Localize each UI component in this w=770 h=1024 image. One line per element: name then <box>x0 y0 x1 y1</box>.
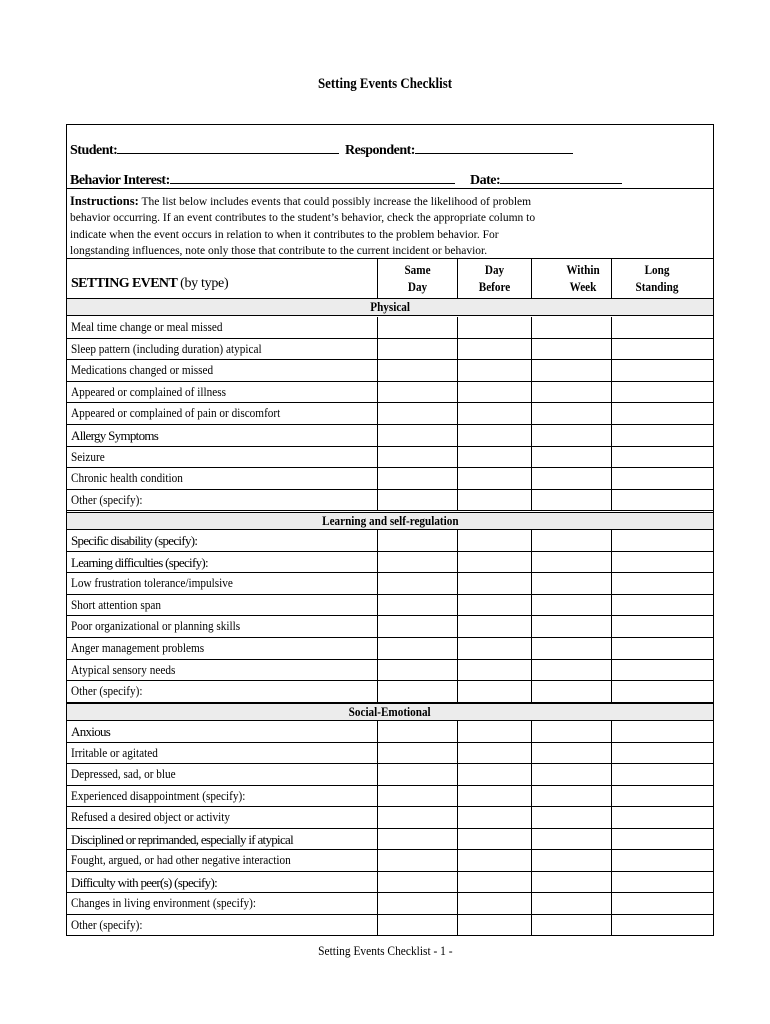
section-title: Social-Emotional <box>349 704 431 719</box>
section-title: Physical <box>370 299 410 314</box>
setting-event-label: SETTING EVENT <box>71 276 178 291</box>
checklist-row <box>67 829 713 851</box>
day-before-checkbox[interactable] <box>457 638 531 659</box>
checklist-row <box>67 915 713 937</box>
long-standing-checkbox[interactable] <box>611 638 713 659</box>
col-within-week-line2: Week <box>569 279 597 294</box>
day-before-checkbox[interactable] <box>457 915 531 936</box>
long-standing-checkbox[interactable] <box>611 786 713 807</box>
checklist-row <box>67 360 713 382</box>
long-standing-checkbox[interactable] <box>611 360 713 381</box>
day-before-checkbox[interactable] <box>457 595 531 616</box>
checklist-row <box>67 552 713 574</box>
long-standing-checkbox[interactable] <box>611 573 713 594</box>
day-before-checkbox[interactable] <box>457 490 531 511</box>
day-before-checkbox[interactable] <box>457 468 531 489</box>
long-standing-checkbox[interactable] <box>611 382 713 403</box>
within-week-checkbox[interactable] <box>531 743 611 764</box>
respondent-label: Respondent: <box>345 143 415 158</box>
within-week-checkbox[interactable] <box>531 468 611 489</box>
col-long-standing <box>618 261 695 295</box>
row-label: Learning difficulties (specify): <box>71 554 208 570</box>
row-label: Experienced disappointment (specify): <box>71 788 246 803</box>
row-label: Low frustration tolerance/impulsive <box>71 576 233 591</box>
within-week-checkbox[interactable] <box>531 360 611 381</box>
same-day-checkbox[interactable] <box>377 382 457 403</box>
same-day-checkbox[interactable] <box>377 721 457 742</box>
checklist-row <box>67 872 713 894</box>
checklist-row <box>67 638 713 660</box>
day-before-checkbox[interactable] <box>457 447 531 468</box>
col-long-standing-line1: Long <box>644 262 670 277</box>
date-label: Date: <box>470 173 501 188</box>
long-standing-checkbox[interactable] <box>611 915 713 936</box>
row-label: Fought, argued, or had other negative interaction <box>71 853 291 867</box>
long-standing-checkbox[interactable] <box>611 468 713 489</box>
student-label: Student: <box>70 143 118 158</box>
row-label: Specific disability (specify): <box>71 533 198 548</box>
day-before-checkbox[interactable] <box>457 530 531 551</box>
row-label: Appeared or complained of pain or discomfort <box>71 406 281 421</box>
long-standing-checkbox[interactable] <box>611 552 713 573</box>
same-day-checkbox[interactable] <box>377 468 457 489</box>
col-day-before-line1: Day <box>484 262 505 277</box>
same-day-checkbox[interactable] <box>377 447 457 468</box>
student-input-line[interactable] <box>117 139 339 154</box>
within-week-checkbox[interactable] <box>531 425 611 446</box>
checklist-row <box>67 468 713 490</box>
day-before-checkbox[interactable] <box>457 339 531 360</box>
date-input-line[interactable] <box>500 169 622 184</box>
within-week-checkbox[interactable] <box>531 382 611 403</box>
same-day-checkbox[interactable] <box>377 807 457 828</box>
row-label: Other (specify): <box>71 684 143 699</box>
within-week-checkbox[interactable] <box>531 681 611 702</box>
instructions-text: The list below includes events that could possibly increase the likelihood of problem behavior occurring. If an event contributes to the student’s behavior, check the appropriate column to indicate when the event occurs in relation to when it contributes to the problem behavior. For longstanding influences, note only those that contribute to the current incident or behavior. <box>70 196 536 257</box>
within-week-checkbox[interactable] <box>531 490 611 511</box>
header-divider <box>67 188 713 189</box>
within-week-checkbox[interactable] <box>531 660 611 681</box>
long-standing-checkbox[interactable] <box>611 425 713 446</box>
footer-text: Setting Events Checklist - 1 - <box>317 943 453 958</box>
checklist-row <box>67 490 713 512</box>
day-before-checkbox[interactable] <box>457 660 531 681</box>
checklist-row <box>67 595 713 617</box>
col-day-before <box>463 261 526 295</box>
row-label: Chronic health condition <box>71 471 183 486</box>
behavior-input-line[interactable] <box>170 169 455 184</box>
within-week-checkbox[interactable] <box>531 829 611 850</box>
checklist-row <box>67 807 713 829</box>
same-day-checkbox[interactable] <box>377 552 457 573</box>
same-day-checkbox[interactable] <box>377 360 457 381</box>
row-label: Depressed, sad, or blue <box>71 767 176 781</box>
section-header-learning-and-self-regulation <box>67 512 713 530</box>
document-title: Setting Events Checklist <box>317 76 453 92</box>
day-before-checkbox[interactable] <box>457 317 531 338</box>
within-week-checkbox[interactable] <box>531 786 611 807</box>
long-standing-checkbox[interactable] <box>611 807 713 828</box>
day-before-checkbox[interactable] <box>457 829 531 850</box>
checklist-row <box>67 573 713 595</box>
day-before-checkbox[interactable] <box>457 403 531 424</box>
checklist-row <box>67 681 713 703</box>
within-week-checkbox[interactable] <box>531 915 611 936</box>
instructions <box>70 193 550 259</box>
same-day-checkbox[interactable] <box>377 490 457 511</box>
same-day-checkbox[interactable] <box>377 660 457 681</box>
day-before-checkbox[interactable] <box>457 850 531 871</box>
checklist-row <box>67 764 713 786</box>
day-before-checkbox[interactable] <box>457 360 531 381</box>
same-day-checkbox[interactable] <box>377 786 457 807</box>
row-label: Medications changed or missed <box>71 363 214 378</box>
row-label: Appeared or complained of illness <box>71 384 226 399</box>
checklist-row <box>67 447 713 469</box>
checklist-row <box>67 721 713 743</box>
row-label: Anger management problems <box>71 641 205 655</box>
row-label: Refused a desired object or activity <box>71 810 231 824</box>
checklist-row <box>67 425 713 447</box>
row-label: Other (specify): <box>71 917 143 932</box>
checklist-row <box>67 530 713 552</box>
col-divider-2 <box>457 258 458 298</box>
day-before-checkbox[interactable] <box>457 893 531 914</box>
within-week-checkbox[interactable] <box>531 552 611 573</box>
long-standing-checkbox[interactable] <box>611 595 713 616</box>
long-standing-checkbox[interactable] <box>611 850 713 871</box>
behavior-field[interactable] <box>70 169 455 189</box>
within-week-checkbox[interactable] <box>531 721 611 742</box>
within-week-checkbox[interactable] <box>531 807 611 828</box>
day-before-checkbox[interactable] <box>457 616 531 637</box>
student-field[interactable] <box>70 139 339 159</box>
col-same-day-line1: Same <box>404 262 431 277</box>
long-standing-checkbox[interactable] <box>611 764 713 785</box>
checklist-row <box>67 616 713 638</box>
long-standing-checkbox[interactable] <box>611 616 713 637</box>
same-day-checkbox[interactable] <box>377 530 457 551</box>
day-before-checkbox[interactable] <box>457 552 531 573</box>
long-standing-checkbox[interactable] <box>611 660 713 681</box>
behavior-label: Behavior Interest: <box>70 173 170 188</box>
within-week-checkbox[interactable] <box>531 595 611 616</box>
respondent-input-line[interactable] <box>415 139 573 154</box>
col-divider-1 <box>377 258 378 298</box>
within-week-checkbox[interactable] <box>531 403 611 424</box>
long-standing-checkbox[interactable] <box>611 681 713 702</box>
same-day-checkbox[interactable] <box>377 573 457 594</box>
day-before-checkbox[interactable] <box>457 872 531 893</box>
long-standing-checkbox[interactable] <box>611 743 713 764</box>
col-day-before-line2: Before <box>478 279 511 294</box>
row-label: Disciplined or reprimanded, especially if atypical <box>71 831 294 847</box>
checklist-row <box>67 403 713 425</box>
within-week-checkbox[interactable] <box>531 339 611 360</box>
col-within-week <box>539 261 627 295</box>
row-label: Irritable or agitated <box>71 745 158 760</box>
same-day-checkbox[interactable] <box>377 893 457 914</box>
row-label: Atypical sensory needs <box>71 662 176 677</box>
same-day-checkbox[interactable] <box>377 317 457 338</box>
within-week-checkbox[interactable] <box>531 872 611 893</box>
table-top-line <box>67 258 713 259</box>
row-label: Anxious <box>71 724 111 739</box>
setting-event-header <box>71 276 228 292</box>
row-label: Meal time change or meal missed <box>71 320 223 334</box>
same-day-checkbox[interactable] <box>377 638 457 659</box>
section-header-social-emotional <box>67 703 713 721</box>
section-title: Learning and self-regulation <box>321 513 459 528</box>
same-day-checkbox[interactable] <box>377 595 457 616</box>
row-label: Changes in living environment (specify): <box>71 896 256 910</box>
row-label: Difficulty with peer(s) (specify): <box>71 874 217 890</box>
day-before-checkbox[interactable] <box>457 786 531 807</box>
checklist-row <box>67 660 713 682</box>
within-week-checkbox[interactable] <box>531 616 611 637</box>
checklist-row <box>67 893 713 915</box>
same-day-checkbox[interactable] <box>377 872 457 893</box>
day-before-checkbox[interactable] <box>457 807 531 828</box>
day-before-checkbox[interactable] <box>457 764 531 785</box>
col-within-week-line1: Within <box>566 262 600 277</box>
within-week-checkbox[interactable] <box>531 893 611 914</box>
checklist-row <box>67 850 713 872</box>
long-standing-checkbox[interactable] <box>611 339 713 360</box>
day-before-checkbox[interactable] <box>457 382 531 403</box>
long-standing-checkbox[interactable] <box>611 490 713 511</box>
same-day-checkbox[interactable] <box>377 915 457 936</box>
row-label: Allergy Symptoms <box>71 428 159 443</box>
checklist-row <box>67 382 713 404</box>
same-day-checkbox[interactable] <box>377 764 457 785</box>
checklist-row <box>67 317 713 339</box>
within-week-checkbox[interactable] <box>531 530 611 551</box>
long-standing-checkbox[interactable] <box>611 403 713 424</box>
day-before-checkbox[interactable] <box>457 721 531 742</box>
checklist-row <box>67 786 713 808</box>
by-type-label: (by type) <box>180 276 229 291</box>
long-standing-checkbox[interactable] <box>611 872 713 893</box>
long-standing-checkbox[interactable] <box>611 317 713 338</box>
same-day-checkbox[interactable] <box>377 339 457 360</box>
same-day-checkbox[interactable] <box>377 850 457 871</box>
day-before-checkbox[interactable] <box>457 425 531 446</box>
row-label: Other (specify): <box>71 492 143 507</box>
long-standing-checkbox[interactable] <box>611 530 713 551</box>
row-label: Seizure <box>71 449 105 464</box>
respondent-field[interactable] <box>345 139 573 159</box>
within-week-checkbox[interactable] <box>531 573 611 594</box>
col-divider-3 <box>531 258 532 298</box>
same-day-checkbox[interactable] <box>377 403 457 424</box>
row-label: Short attention span <box>71 597 161 612</box>
long-standing-checkbox[interactable] <box>611 447 713 468</box>
day-before-checkbox[interactable] <box>457 573 531 594</box>
long-standing-checkbox[interactable] <box>611 829 713 850</box>
within-week-checkbox[interactable] <box>531 850 611 871</box>
long-standing-checkbox[interactable] <box>611 721 713 742</box>
long-standing-checkbox[interactable] <box>611 893 713 914</box>
day-before-checkbox[interactable] <box>457 743 531 764</box>
day-before-checkbox[interactable] <box>457 681 531 702</box>
same-day-checkbox[interactable] <box>377 829 457 850</box>
col-long-standing-line2: Standing <box>635 279 679 294</box>
same-day-checkbox[interactable] <box>377 425 457 446</box>
within-week-checkbox[interactable] <box>531 638 611 659</box>
page-footer <box>0 943 770 959</box>
within-week-checkbox[interactable] <box>531 764 611 785</box>
checklist-row <box>67 743 713 765</box>
col-same-day <box>384 261 452 295</box>
date-field[interactable] <box>470 169 622 189</box>
row-label: Poor organizational or planning skills <box>71 619 241 634</box>
same-day-checkbox[interactable] <box>377 743 457 764</box>
within-week-checkbox[interactable] <box>531 317 611 338</box>
section-header-physical <box>67 298 713 316</box>
checklist-row <box>67 339 713 361</box>
instructions-label: Instructions: <box>70 194 139 208</box>
row-label: Sleep pattern (including duration) atypical <box>71 341 262 356</box>
same-day-checkbox[interactable] <box>377 681 457 702</box>
same-day-checkbox[interactable] <box>377 616 457 637</box>
col-same-day-line2: Day <box>407 279 428 294</box>
within-week-checkbox[interactable] <box>531 447 611 468</box>
